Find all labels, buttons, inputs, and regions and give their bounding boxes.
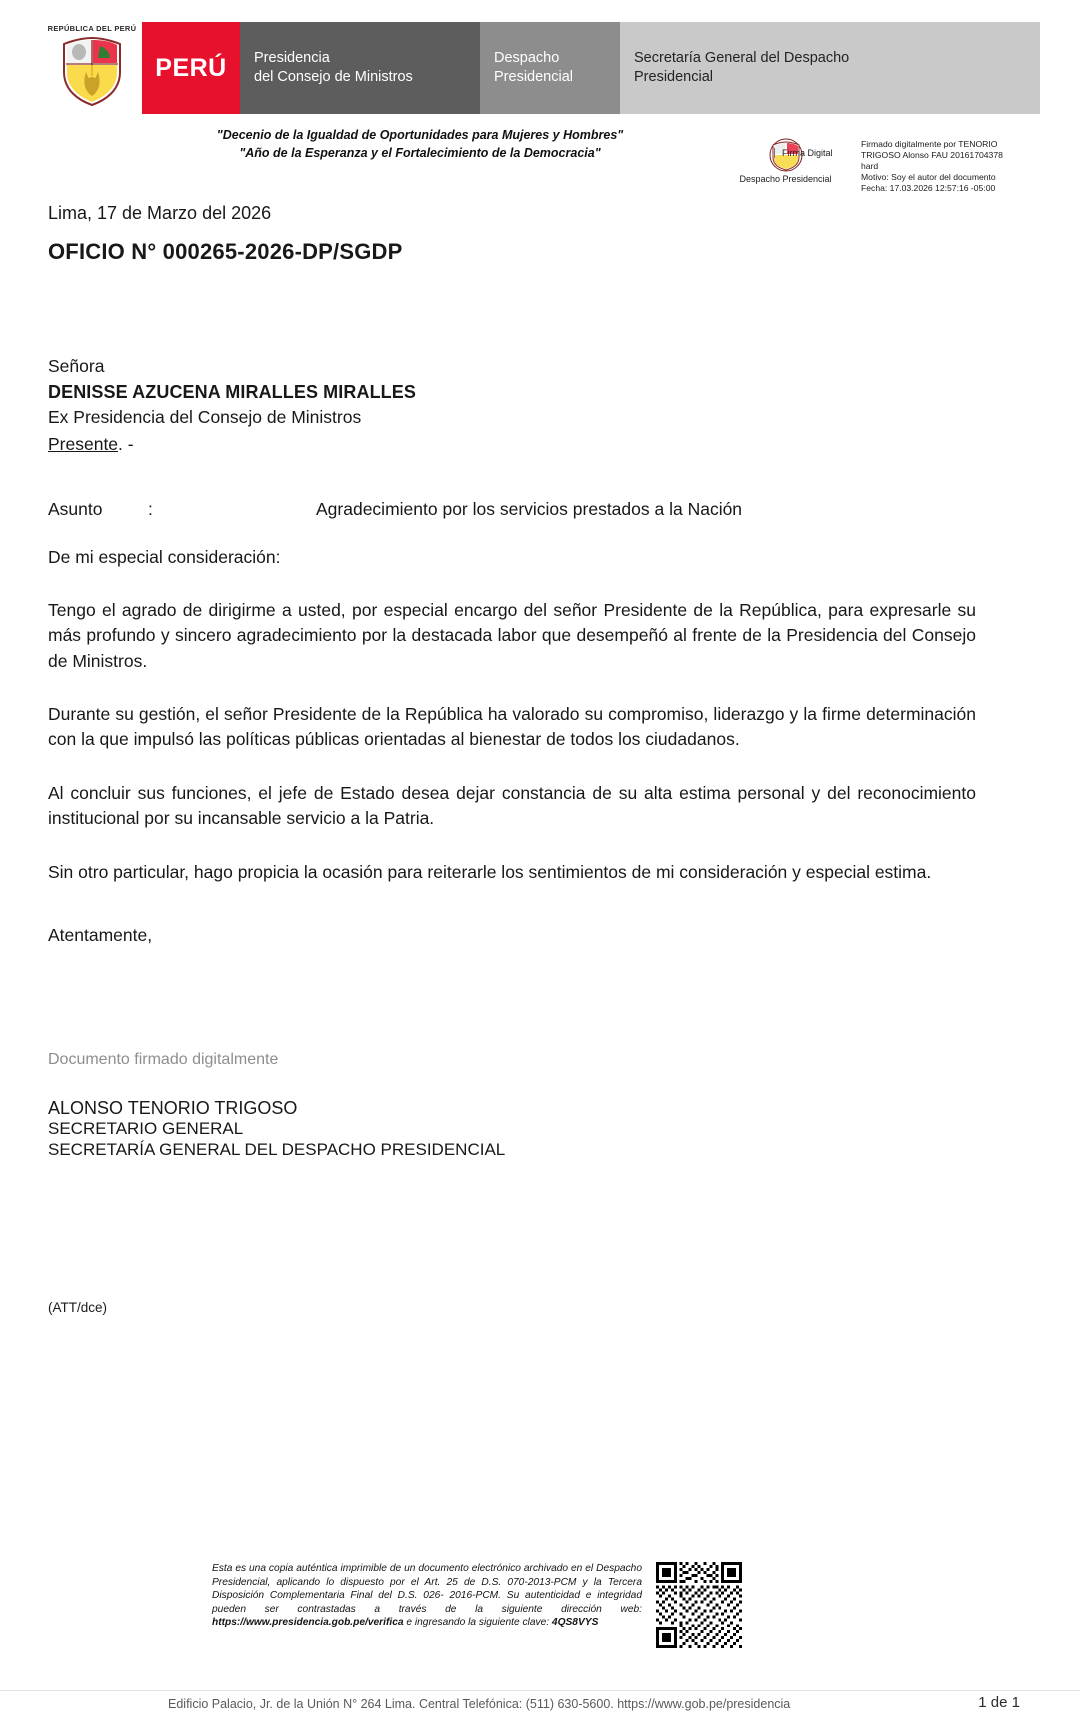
document-body: [48, 200, 976, 1317]
closing: Atentamente,: [48, 924, 153, 945]
asunto-label: Asunto: [48, 499, 103, 520]
qr-code: [656, 1562, 742, 1648]
footer-address: Edificio Palacio, Jr. de la Unión N° 264 Lima. Central Telefónica: (511) 630-5600. https://www.gob.pe/presidencia: [168, 1697, 791, 1711]
signer-name: ALONSO TENORIO TRIGOSO: [48, 1097, 298, 1118]
signer-block: [48, 1098, 976, 1160]
signer-role: SECRETARIO GENERAL: [48, 1119, 244, 1139]
signature-detail-line-1: Firmado digitalmente por TENORIO: [861, 139, 998, 149]
presente-word: Presente: [48, 433, 119, 454]
header-pcm-line1: Presidencia: [254, 50, 330, 67]
asunto-row: [48, 497, 976, 522]
signature-detail-line-2: TRIGOSO Alonso FAU 20161704378: [861, 150, 1003, 160]
authenticity-box: [212, 1562, 772, 1648]
peru-coat-of-arms: [42, 22, 142, 114]
signer-office: SECRETARÍA GENERAL DEL DESPACHO PRESIDENCIAL: [48, 1139, 506, 1159]
recipient-name: DENISSE AZUCENA MIRALLES MIRALLES: [48, 382, 416, 403]
authenticity-text-part-2: e ingresando la siguiente clave:: [403, 1617, 552, 1629]
page-number: 1 de 1: [978, 1694, 1020, 1711]
paragraph-3: Al concluir sus funciones, el jefe de Estado desea dejar constancia de su alta estima personal y del reconocimiento institucional por su incansable servicio a la Patria.: [48, 782, 976, 829]
institutional-header: [42, 22, 1040, 114]
asunto-text: Agradecimiento por los servicios prestados a la Nación: [316, 499, 743, 520]
presente-line: [48, 432, 976, 457]
verification-url: https://www.presidencia.gob.pe/verifica: [212, 1617, 404, 1629]
paragraph-2: Durante su gestión, el señor Presidente de la República ha valorado su compromiso, liderazgo y la firme determinación con la que impulsó las políticas públicas orientadas al bienestar de todos los ciudadanos.: [48, 704, 976, 750]
slogan-line-2: "Año de la Esperanza y el Fortalecimiento de la Democracia": [239, 146, 601, 161]
greeting: De mi especial consideración:: [48, 546, 281, 567]
authenticity-text: [212, 1562, 642, 1630]
header-despacho: [480, 22, 620, 114]
signature-entity: Despacho Presidencial: [739, 174, 832, 184]
coat-of-arms-label: REPÚBLICA DEL PERÚ: [47, 24, 137, 33]
header-despacho-line2: Presidencial: [494, 69, 573, 85]
signed-digitally-note: Documento firmado digitalmente: [48, 1051, 279, 1069]
paragraph-1: Tengo el agrado de dirigirme a usted, por especial encargo del señor Presidente de la República, para expresarle su más profundo y sincero agradecimiento por la destacada labor que desempeñó al frente de la Presidencia del Consejo de Ministros.: [48, 599, 976, 671]
header-despacho-line1: Despacho: [494, 50, 560, 67]
coat-of-arms-graphic: [56, 32, 128, 108]
signature-detail-line-4: Motivo: Soy el autor del documento: [861, 172, 996, 182]
peru-brand-box: PERÚ: [142, 22, 240, 114]
header-secretaria-line1: Secretaría General del Despacho: [634, 50, 850, 67]
digital-signature-seal: [718, 138, 853, 194]
drafter-initials: (ATT/dce): [48, 1299, 108, 1315]
header-pcm-line2: del Consejo de Ministros: [254, 69, 413, 85]
digital-signature-stamp: [718, 138, 1038, 194]
oficio-number: OFICIO N° 000265-2026-DP/SGDP: [48, 239, 403, 265]
presente-suffix: . -: [118, 433, 134, 454]
header-secretaria-line2: Presidencial: [634, 69, 713, 85]
place-and-date: Lima, 17 de Marzo del 2026: [48, 203, 272, 223]
signature-detail-line-5: Fecha: 17.03.2026 12:57:16 -05:00: [861, 183, 996, 193]
header-pcm: [240, 22, 480, 114]
header-secretaria: [620, 22, 1040, 114]
recipient-title: Ex Presidencia del Consejo de Ministros: [48, 407, 362, 428]
paragraph-4: Sin otro particular, hago propicia la ocasión para reiterarle los sentimientos de mi consideración y especial estima.: [48, 861, 932, 882]
authenticity-text-part-1: Esta es una copia auténtica imprimible de un documento electrónico archivado en el Despacho Presidencial, aplicando lo dispuesto por el Art. 25 de D.S. 070-2013-PCM y la Tercera Disposición Complementaria Final del D.S. 026- 2016-PCM. Su autenticidad e integridad pueden ser contrastadas a través de la siguiente dirección web:: [212, 1563, 642, 1615]
asunto-colon: :: [148, 499, 153, 520]
slogan-line-1: "Decenio de la Igualdad de Oportunidades para Mujeres y Hombres": [216, 128, 624, 142]
verification-key: 4QS8VYS: [551, 1617, 599, 1629]
signature-details: [861, 138, 1003, 194]
official-slogans: [140, 126, 700, 162]
firma-digital-label: Firma Digital: [774, 148, 833, 158]
signature-detail-line-3: hard: [861, 161, 879, 171]
salutation: Señora: [48, 355, 105, 376]
